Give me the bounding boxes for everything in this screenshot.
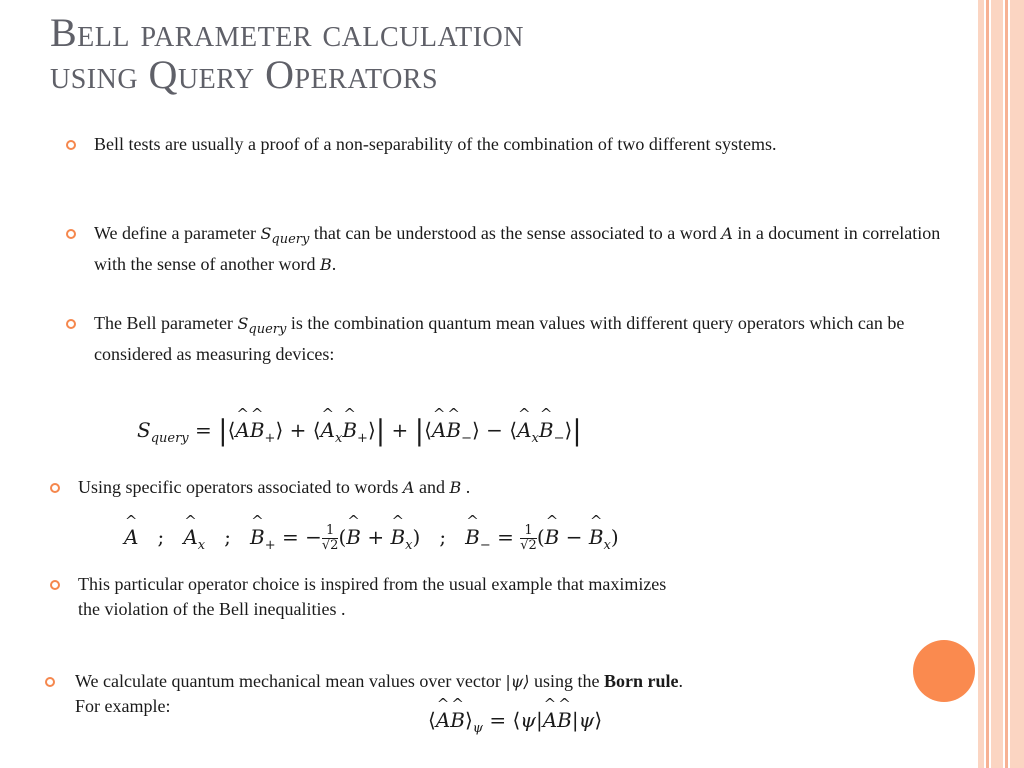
word-a-symbol: A <box>402 478 415 497</box>
s-query-symbol: $S_{query}$ <box>237 314 287 338</box>
title-line-2: using Query Operators <box>50 52 439 97</box>
b3-text-2: is the combination quantum mean values with different query operators which can be considered as measuring devices: <box>94 313 905 365</box>
bell-parameter-equation: $S_{query}$ = |⟨^ A^ $B_+⟩$ + ⟨^ $A_x\^{}$ $B_+⟩|$ + |⟨^ A^ $B_-⟩$ − ⟨^ $A_x\^{}$ $B_-⟩|$ <box>137 414 582 447</box>
bullet-icon <box>45 677 55 687</box>
b5-line-2: the violation of the Bell inequalities . <box>78 599 346 619</box>
b6-line-2: For example: <box>75 696 171 716</box>
bullet-icon <box>50 580 60 590</box>
bullet-icon <box>66 140 76 150</box>
b4-text-1: Using specific operators associated to words <box>78 477 403 497</box>
bullet-1-text: Bell tests are usually a proof of a non-separability of the combination of two different systems. <box>94 134 777 154</box>
b2-text-2: that can be understood as the sense associated to a word <box>309 223 722 243</box>
word-b-symbol: B <box>319 255 332 275</box>
b5-line-1: This particular operator choice is inspired from the usual example that maximizes <box>78 574 667 594</box>
born-rule-label: Born rule <box>604 671 679 691</box>
slide-title <box>50 12 950 96</box>
bullet-icon <box>66 229 76 239</box>
b2-text-1: We define a parameter <box>94 223 261 243</box>
b6-text-1: We calculate quantum mechanical mean values over vector <box>75 671 506 691</box>
bullet-icon <box>50 483 60 493</box>
bullet-4-text: Using specific operators associated to words A and B . <box>78 477 471 497</box>
word-b-symbol: B <box>449 478 462 497</box>
born-rule-equation: ⟨^ A^ $B⟩_\psi$ = ⟨ψ|^ A^ B|ψ⟩ <box>428 708 602 736</box>
psi-ket-symbol: |ψ⟩ <box>505 672 530 691</box>
bullet-5-text <box>78 572 898 622</box>
bullet-2-text: We define a parameter $S_{query}$ that can be understood as the sense associated to a word A in a document in correlation with the sense of another word B. <box>94 223 941 275</box>
s-query-symbol: $S_{query}$ <box>260 224 310 248</box>
b2-text-3: in a document in correlation with the sense of another word <box>94 223 941 275</box>
title-line-1: Bell parameter calculation <box>50 10 524 55</box>
decorative-circle <box>913 640 975 702</box>
decorative-stripes <box>978 0 1024 768</box>
bullet-icon <box>66 319 76 329</box>
word-a-symbol: A <box>721 224 733 243</box>
bullet-6-text: We calculate quantum mechanical mean values over vector |ψ⟩ using the Born rule. For example: <box>75 669 905 719</box>
b3-text-1: The Bell parameter <box>94 313 238 333</box>
bullet-3-text <box>94 311 934 367</box>
operator-definitions-equation: ^ A ; ^ $A_x$ ; ^ $B_+$ = − $\frac{1}{√2}$ (^ B + ^ $B_x$) ; ^ $B_-$ = $\frac{1}{√2}$ (^ B − ^ $B_x$) <box>124 524 619 553</box>
